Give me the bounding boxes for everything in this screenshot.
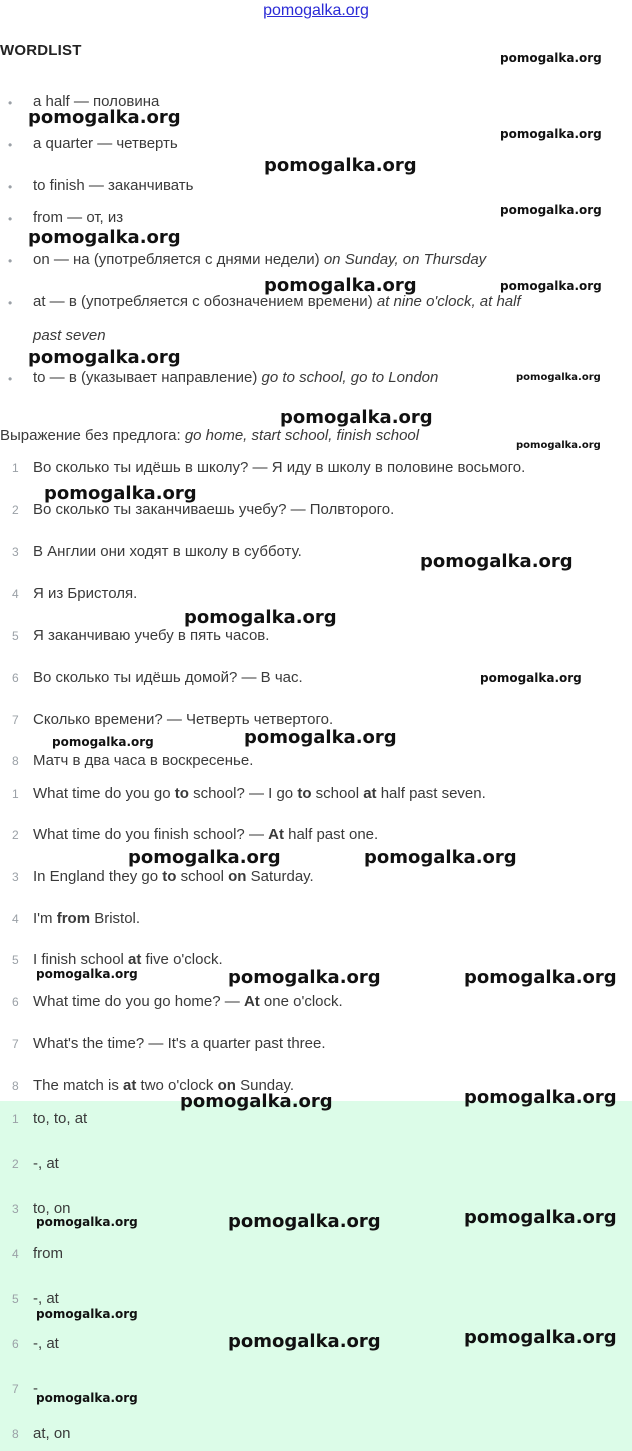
watermark: pomogalka.org	[36, 1215, 138, 1229]
watermark: pomogalka.org	[44, 483, 197, 504]
watermark: pomogalka.org	[36, 1307, 138, 1321]
watermark: pomogalka.org	[500, 279, 602, 293]
wordlist-title: WORDLIST	[0, 42, 82, 59]
no-preposition-note: Выражение без предлога: go home, start school, finish school	[0, 427, 420, 444]
watermark: pomogalka.org	[420, 551, 573, 572]
watermark: pomogalka.org	[28, 347, 181, 368]
watermark: pomogalka.org	[36, 1391, 138, 1405]
watermark: pomogalka.org	[364, 847, 517, 868]
watermark: pomogalka.org	[464, 967, 617, 988]
list-item-continuation: past seven	[33, 327, 106, 344]
watermark: pomogalka.org	[464, 1327, 617, 1348]
watermark: pomogalka.org	[28, 107, 181, 128]
watermark: pomogalka.org	[228, 1211, 381, 1232]
watermark: pomogalka.org	[52, 735, 154, 749]
watermark: pomogalka.org	[184, 607, 337, 628]
watermark: pomogalka.org	[228, 967, 381, 988]
watermark: pomogalka.org	[228, 1331, 381, 1352]
watermark: pomogalka.org	[464, 1087, 617, 1108]
watermark: pomogalka.org	[128, 847, 281, 868]
watermark: pomogalka.org	[28, 227, 181, 248]
watermark: pomogalka.org	[264, 275, 417, 296]
watermark: pomogalka.org	[464, 1207, 617, 1228]
site-link[interactable]: pomogalka.org	[263, 2, 369, 19]
watermark: pomogalka.org	[516, 372, 601, 383]
watermark: pomogalka.org	[244, 727, 397, 748]
watermark: pomogalka.org	[264, 155, 417, 176]
watermark: pomogalka.org	[480, 671, 582, 685]
watermark: pomogalka.org	[500, 127, 602, 141]
watermark: pomogalka.org	[500, 203, 602, 217]
watermark: pomogalka.org	[516, 440, 601, 451]
watermark: pomogalka.org	[500, 51, 602, 65]
watermark: pomogalka.org	[280, 407, 433, 428]
watermark: pomogalka.org	[36, 967, 138, 981]
watermark: pomogalka.org	[180, 1091, 333, 1112]
